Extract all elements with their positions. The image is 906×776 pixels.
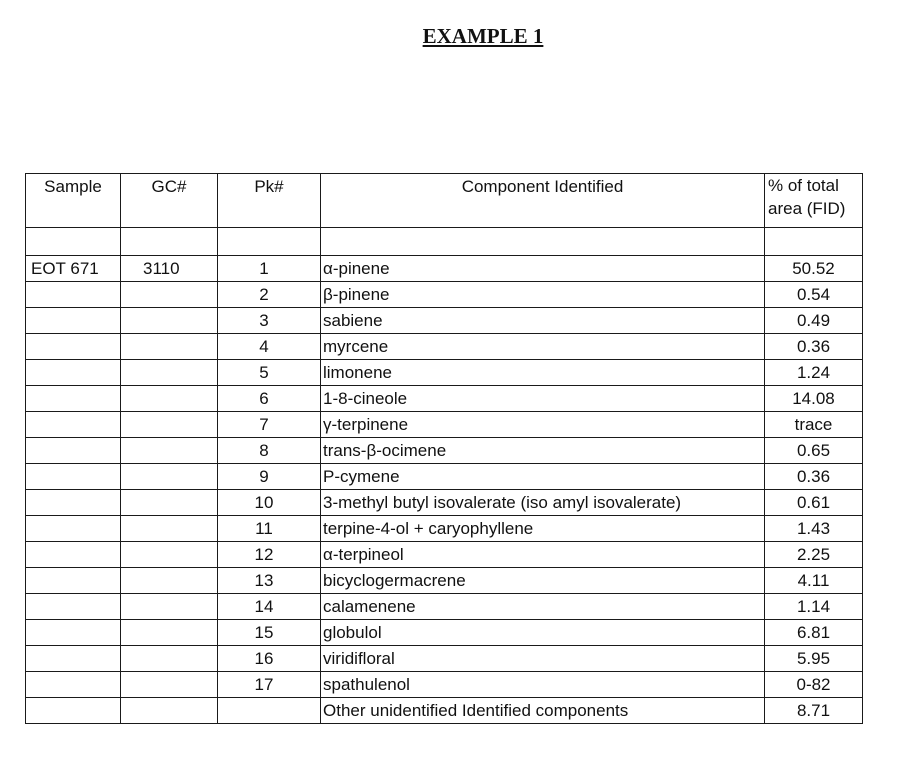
cell-gc xyxy=(121,568,218,594)
cell-sample xyxy=(26,620,121,646)
cell-pct: 0.61 xyxy=(765,490,863,516)
table-row xyxy=(26,282,863,308)
cell-sample xyxy=(26,464,121,490)
cell-component: sabiene xyxy=(321,308,765,334)
cell-component: α-terpineol xyxy=(321,542,765,568)
cell-pk: 1 xyxy=(218,256,321,282)
cell-component: globulol xyxy=(321,620,765,646)
cell-component: terpine-4-ol + caryophyllene xyxy=(321,516,765,542)
cell-component: Other unidentified Identified components xyxy=(321,698,765,724)
cell-component: P-cymene xyxy=(321,464,765,490)
cell-gc xyxy=(121,334,218,360)
cell-pct: 1.43 xyxy=(765,516,863,542)
cell-pk: 13 xyxy=(218,568,321,594)
cell-pct: trace xyxy=(765,412,863,438)
cell-component: viridifloral xyxy=(321,646,765,672)
table-row xyxy=(26,698,863,724)
cell-gc xyxy=(121,438,218,464)
header-pct-line1: % of total xyxy=(768,176,839,195)
header-gc: GC# xyxy=(121,174,218,228)
table-row xyxy=(26,360,863,386)
cell-gc xyxy=(121,308,218,334)
cell-pk: 9 xyxy=(218,464,321,490)
cell-sample xyxy=(26,646,121,672)
cell-sample xyxy=(26,282,121,308)
table-row xyxy=(26,412,863,438)
cell-sample xyxy=(26,386,121,412)
header-pk: Pk# xyxy=(218,174,321,228)
table-row xyxy=(26,620,863,646)
table-row xyxy=(26,334,863,360)
cell-gc xyxy=(121,282,218,308)
cell-pct: 0.36 xyxy=(765,334,863,360)
header-pct-line2: area (FID) xyxy=(768,199,846,218)
cell-pct: 1.24 xyxy=(765,360,863,386)
cell-pct: 0.65 xyxy=(765,438,863,464)
cell-component: β-pinene xyxy=(321,282,765,308)
table-row xyxy=(26,516,863,542)
cell-sample: EOT 671 xyxy=(26,256,121,282)
header-row xyxy=(26,174,863,228)
cell-pk: 3 xyxy=(218,308,321,334)
cell-gc xyxy=(121,646,218,672)
table-row xyxy=(26,438,863,464)
cell-pct: 0-82 xyxy=(765,672,863,698)
table-row xyxy=(26,568,863,594)
cell-pct: 0.49 xyxy=(765,308,863,334)
cell-pk: 8 xyxy=(218,438,321,464)
cell-component: γ-terpinene xyxy=(321,412,765,438)
cell-sample xyxy=(26,334,121,360)
cell-pct: 8.71 xyxy=(765,698,863,724)
cell-pk: 17 xyxy=(218,672,321,698)
cell-gc xyxy=(121,698,218,724)
table-row xyxy=(26,542,863,568)
cell-gc xyxy=(121,594,218,620)
cell-pct: 0.54 xyxy=(765,282,863,308)
cell-gc xyxy=(121,412,218,438)
cell-component: myrcene xyxy=(321,334,765,360)
cell-pct: 1.14 xyxy=(765,594,863,620)
cell-sample xyxy=(26,360,121,386)
table-row xyxy=(26,490,863,516)
cell-gc xyxy=(121,490,218,516)
cell-gc xyxy=(121,542,218,568)
cell-pct: 14.08 xyxy=(765,386,863,412)
component-table xyxy=(25,173,863,724)
cell-gc xyxy=(121,516,218,542)
cell-gc xyxy=(121,386,218,412)
cell-pk xyxy=(218,698,321,724)
cell-pct: 6.81 xyxy=(765,620,863,646)
cell-component: 1-8-cineole xyxy=(321,386,765,412)
cell-sample xyxy=(26,698,121,724)
cell-component: α-pinene xyxy=(321,256,765,282)
cell-sample xyxy=(26,516,121,542)
cell-pct: 2.25 xyxy=(765,542,863,568)
cell-pct: 0.36 xyxy=(765,464,863,490)
cell-gc: 3110 xyxy=(121,256,218,282)
cell-sample xyxy=(26,438,121,464)
cell-sample xyxy=(26,412,121,438)
cell-sample xyxy=(26,542,121,568)
table-row xyxy=(26,464,863,490)
cell-gc xyxy=(121,672,218,698)
spacer-row xyxy=(26,228,863,256)
cell-pk: 7 xyxy=(218,412,321,438)
cell-pct: 50.52 xyxy=(765,256,863,282)
cell-pk: 10 xyxy=(218,490,321,516)
page-title: EXAMPLE 1 xyxy=(422,24,544,48)
cell-component: 3-methyl butyl isovalerate (iso amyl isovalerate) xyxy=(321,490,765,516)
cell-gc xyxy=(121,360,218,386)
cell-pk: 14 xyxy=(218,594,321,620)
cell-sample xyxy=(26,490,121,516)
cell-pk: 5 xyxy=(218,360,321,386)
cell-gc xyxy=(121,620,218,646)
cell-pk: 12 xyxy=(218,542,321,568)
cell-component: spathulenol xyxy=(321,672,765,698)
cell-pk: 2 xyxy=(218,282,321,308)
table-row xyxy=(26,256,863,282)
cell-sample xyxy=(26,672,121,698)
table-row xyxy=(26,646,863,672)
cell-sample xyxy=(26,568,121,594)
cell-component: bicyclogermacrene xyxy=(321,568,765,594)
cell-component: trans-β-ocimene xyxy=(321,438,765,464)
cell-component: calamenene xyxy=(321,594,765,620)
cell-gc xyxy=(121,464,218,490)
cell-pk: 6 xyxy=(218,386,321,412)
table-row xyxy=(26,308,863,334)
cell-pct: 4.11 xyxy=(765,568,863,594)
cell-sample xyxy=(26,308,121,334)
cell-pk: 4 xyxy=(218,334,321,360)
table-row xyxy=(26,672,863,698)
cell-pk: 11 xyxy=(218,516,321,542)
header-component: Component Identified xyxy=(321,174,765,228)
cell-component: limonene xyxy=(321,360,765,386)
cell-pct: 5.95 xyxy=(765,646,863,672)
cell-sample xyxy=(26,594,121,620)
table-row xyxy=(26,386,863,412)
table-row xyxy=(26,594,863,620)
header-sample: Sample xyxy=(26,174,121,228)
header-pct xyxy=(765,174,863,228)
cell-pk: 16 xyxy=(218,646,321,672)
cell-pk: 15 xyxy=(218,620,321,646)
